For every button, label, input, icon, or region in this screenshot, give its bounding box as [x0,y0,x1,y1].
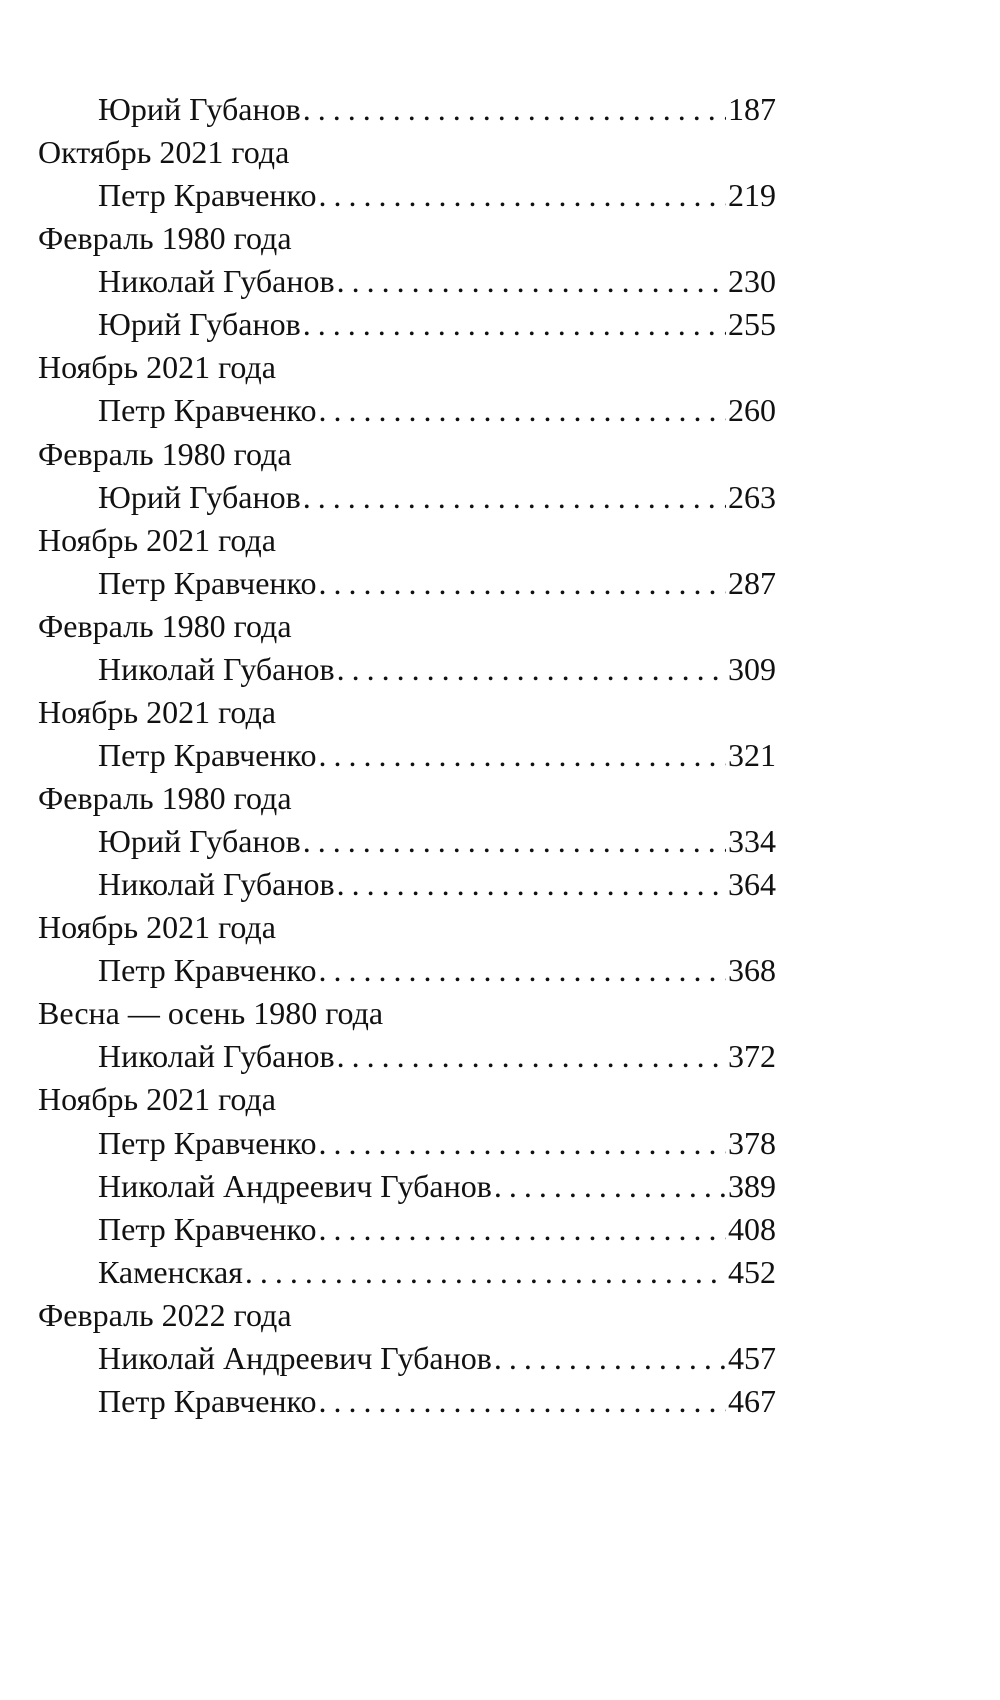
toc-section-heading [38,346,776,389]
toc-title: Петр Кравченко [98,1124,317,1161]
toc-title: Петр Кравченко [98,1210,317,1247]
toc-title: Николай Андреевич Губанов [98,1167,492,1204]
toc-title: Юрий Губанов [98,91,301,127]
toc-page-number: 364 [728,866,776,903]
toc-entry [38,1035,776,1078]
toc-title: Ноябрь 2021 года [38,693,276,730]
toc-page-number: 287 [728,564,776,601]
toc-entry [38,1208,776,1251]
toc-title: Февраль 1980 года [38,435,292,472]
toc-entry [38,949,776,992]
toc-entry [38,1337,776,1380]
toc-entry [38,820,776,863]
toc-entry [38,303,776,346]
toc-section-heading [38,131,776,174]
toc-entry [38,88,776,131]
dot-leader [318,389,726,432]
toc-entry [38,1251,776,1294]
toc-title: Николай Губанов [98,263,335,300]
toc-section-heading [38,906,776,949]
dot-leader [337,260,726,303]
toc-title: Ноябрь 2021 года [38,909,276,946]
dot-leader [318,1380,726,1423]
toc-page-number: 372 [728,1038,776,1075]
dot-leader [494,1165,726,1208]
toc-title: Николай Андреевич Губанов [98,1339,492,1376]
dot-leader [318,1208,726,1251]
toc-entry [38,174,776,217]
toc-title: Февраль 1980 года [38,220,292,257]
toc-title: Петр Кравченко [98,1382,317,1419]
dot-leader [337,863,726,906]
dot-leader [303,88,726,131]
toc-page-number: 378 [728,1124,776,1161]
toc-entry [38,389,776,432]
toc-entry [38,863,776,906]
toc-page-number: 263 [728,478,776,515]
toc-title: Петр Кравченко [98,564,317,601]
dot-leader [337,1035,726,1078]
toc-section-heading [38,777,776,820]
toc-section-heading [38,1294,776,1337]
dot-leader [318,734,726,777]
toc-title: Ноябрь 2021 года [38,1081,276,1118]
toc-title: Петр Кравченко [98,952,317,989]
dot-leader [337,648,726,691]
toc-entry [38,1122,776,1165]
toc-title: Николай Губанов [98,866,335,903]
toc-entry [38,734,776,777]
toc-page-number: 452 [728,1253,776,1290]
toc-entry [38,648,776,691]
toc-page-number: 321 [728,736,776,773]
toc-title: Петр Кравченко [98,736,317,773]
toc-entry [38,476,776,519]
dot-leader [318,1122,726,1165]
toc-section-heading [38,433,776,476]
toc-title: Октябрь 2021 года [38,134,290,171]
toc-page-number: 457 [728,1339,776,1376]
toc-page-number: 219 [728,177,776,214]
toc-page-number: 260 [728,392,776,429]
toc-page-number: 255 [728,306,776,343]
toc-title: Петр Кравченко [98,177,317,214]
toc-entry [38,1380,776,1423]
toc-title: Юрий Губанов [98,306,301,343]
toc-section-heading [38,992,776,1035]
toc-title: Февраль 2022 года [38,1296,292,1333]
table-of-contents [38,88,776,1423]
toc-title: Петр Кравченко [98,392,317,429]
toc-page-number: 408 [728,1210,776,1247]
toc-page-number: 334 [728,823,776,860]
toc-title: Каменская [98,1253,243,1290]
toc-section-heading [38,217,776,260]
toc-title: Ноябрь 2021 года [38,521,276,558]
toc-entry [38,1165,776,1208]
toc-title: Весна — осень 1980 года [38,995,384,1032]
toc-title: Ноябрь 2021 года [38,349,276,386]
toc-page-number: 187 [728,91,776,127]
toc-title: Февраль 1980 года [38,607,292,644]
toc-page-number: 467 [728,1382,776,1419]
toc-page-number: 368 [728,952,776,989]
dot-leader [303,303,726,346]
dot-leader [303,476,726,519]
toc-title: Февраль 1980 года [38,780,292,816]
dot-leader [303,820,726,863]
dot-leader [245,1251,726,1294]
toc-page-number: 389 [728,1167,776,1204]
toc-page-number: 309 [728,650,776,687]
toc-title: Юрий Губанов [98,823,301,860]
toc-title: Юрий Губанов [98,478,301,515]
toc-page-number: 230 [728,263,776,300]
toc-section-heading [38,605,776,648]
toc-section-heading [38,1078,776,1121]
toc-entry [38,260,776,303]
toc-section-heading [38,519,776,562]
toc-entry [38,562,776,605]
toc-title: Николай Губанов [98,1038,335,1075]
toc-section-heading [38,691,776,734]
dot-leader [318,562,726,605]
dot-leader [318,949,726,992]
dot-leader [494,1337,726,1380]
toc-title: Николай Губанов [98,650,335,687]
dot-leader [318,174,726,217]
